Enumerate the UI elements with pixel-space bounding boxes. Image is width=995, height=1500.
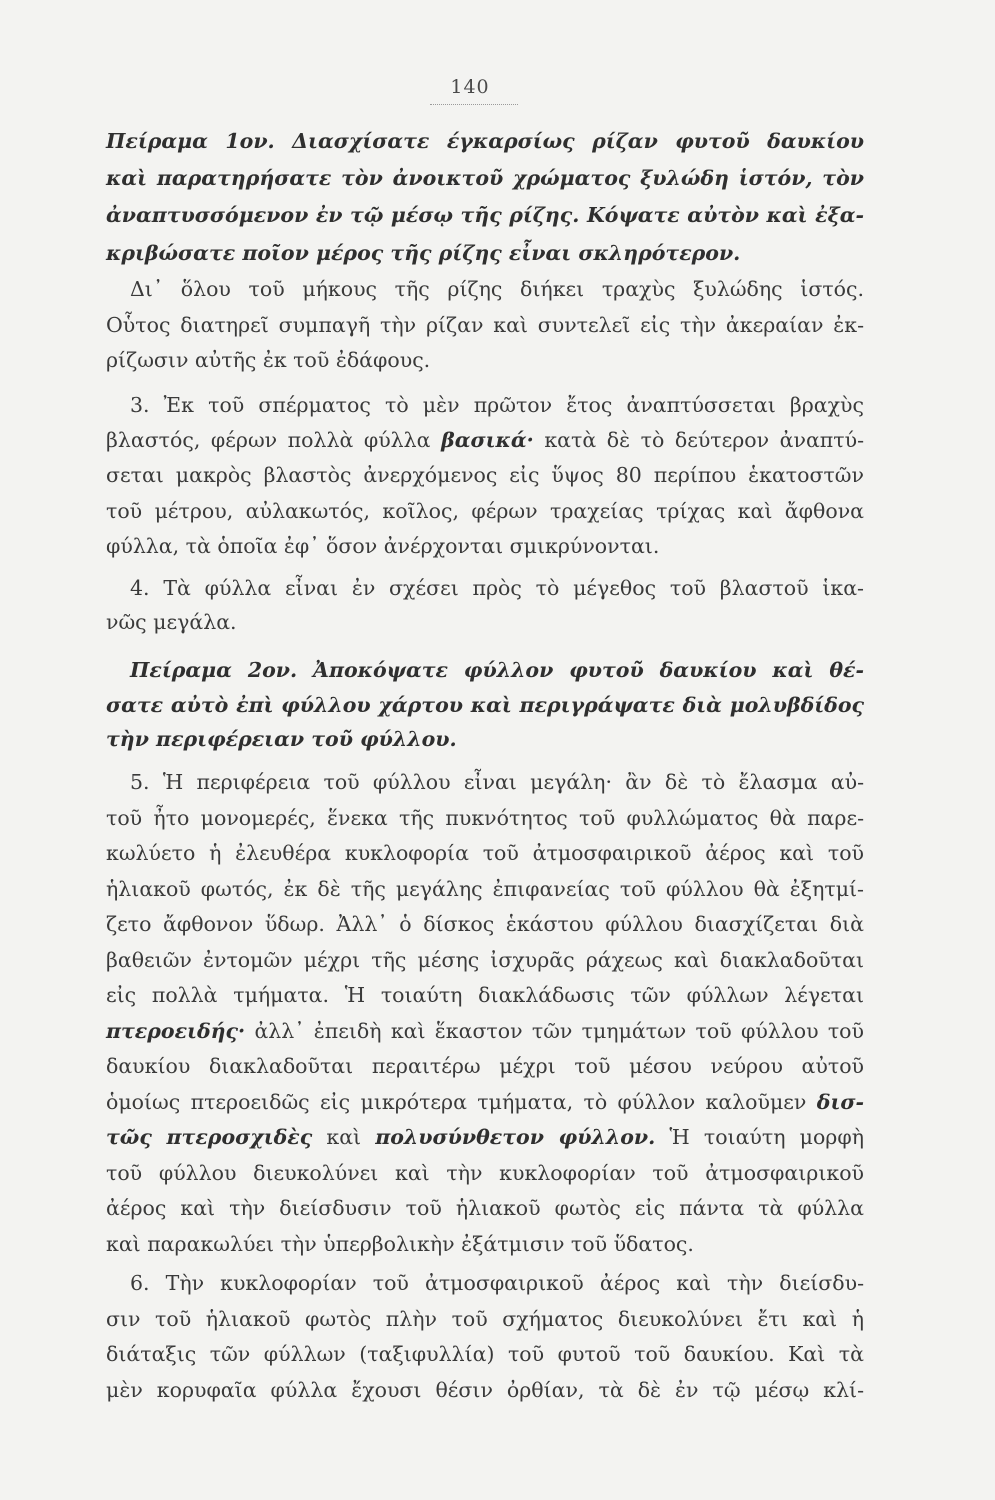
paragraph-5-line: εἰς πολλὰ τμήματα. Ἡ τοιαύτη διακλάδωσις τῶν φύλλων λέγεται: [106, 983, 864, 1007]
root-paragraph-line: ρίζωσιν αὐτῆς ἐκ τοῦ ἐδάφους.: [106, 348, 431, 372]
experiment2-line: τὴν περιφέρειαν τοῦ φύλλου.: [106, 727, 457, 751]
term-compound-leaf: πολυσύνθετον φύλλον.: [375, 1125, 656, 1149]
term-basal: βασικά·: [441, 428, 534, 452]
term-bipinnate-end: τῶς πτεροσχιδὲς: [106, 1125, 313, 1149]
paragraph-5-line: βαθειῶν ἐντομῶν μέχρι τῆς μέσης ἰσχυρᾶς ράχεως καὶ διακλαδοῦται: [106, 948, 864, 972]
paragraph-5-line: 5. Ἡ περιφέρεια τοῦ φύλλου εἶναι μεγάλη· ἂν δὲ τὸ ἔλασμα αὐ-: [130, 770, 864, 794]
paragraph-5-line: [106, 1016, 864, 1046]
paragraph-4-line: 4. Τὰ φύλλα εἶναι ἐν σχέσει πρὸς τὸ μέγεθος τοῦ βλαστοῦ ἱκα-: [130, 576, 864, 600]
paragraph-4-line: νῶς μεγάλα.: [106, 610, 237, 634]
root-paragraph-line: Δι᾽ ὅλου τοῦ μήκους τῆς ρίζης διήκει τραχὺς ξυλώδης ἱστός.: [130, 277, 864, 301]
page-number-rule: [430, 104, 518, 105]
experiment1-line: καὶ παρατηρήσατε τὸν ἀνοικτοῦ χρώματος ξυλώδη ἱστόν, τὸν: [106, 166, 864, 190]
experiment2-line: Πείραμα 2ον. Ἀποκόψατε φύλλον φυτοῦ δαυκίου καὶ θέ-: [130, 658, 864, 682]
paragraph-5-text: ἀλλ᾽ ἐπειδὴ καὶ ἕκαστον τῶν τμημάτων τοῦ φύλλου τοῦ: [254, 1019, 864, 1043]
paragraph-5-line: καὶ παρακωλύει τὴν ὑπερβολικὴν ἐξάτμισιν τοῦ ὕδατος.: [106, 1232, 694, 1256]
paragraph-6-line: 6. Τὴν κυκλοφορίαν τοῦ ἀτμοσφαιρικοῦ ἀέρος καὶ τὴν διείσδυ-: [130, 1271, 864, 1295]
term-pinnate: πτεροειδής·: [106, 1019, 246, 1043]
paragraph-6-line: σιν τοῦ ἡλιακοῦ φωτὸς πλὴν τοῦ σχήματος διευκολύνει ἔτι καὶ ἡ: [106, 1307, 864, 1331]
paragraph-3-text: βλαστός, φέρων πολλὰ φύλλα: [106, 428, 431, 452]
paragraph-3-line: τοῦ μέτρου, αὐλακωτός, κοῖλος, φέρων τραχείας τρίχας καὶ ἄφθονα: [106, 499, 864, 523]
paragraph-3-line: φύλλα, τὰ ὁποῖα ἐφ᾽ ὅσον ἀνέρχονται σμικρύνονται.: [106, 534, 660, 558]
paragraph-5-line: ζετο ἄφθονον ὕδωρ. Ἀλλ᾽ ὁ δίσκος ἑκάστου φύλλου διασχίζεται διὰ: [106, 912, 864, 936]
paragraph-5-text: καὶ: [326, 1125, 362, 1149]
paragraph-5-line: ἀέρος καὶ τὴν διείσδυσιν τοῦ ἡλιακοῦ φωτὸς εἰς πάντα τὰ φύλλα: [106, 1196, 864, 1220]
paragraph-5-line: ἡλιακοῦ φωτός, ἐκ δὲ τῆς μεγάλης ἐπιφανείας τοῦ φύλλου θὰ ἐξητμί-: [106, 877, 864, 901]
experiment1-line: Πείραμα 1ον. Διασχίσατε έγκαρσίως ρίζαν φυτοῦ δαυκίου: [106, 129, 864, 153]
paragraph-5-line: [106, 1087, 864, 1117]
experiment1-line: κριβώσατε ποῖον μέρος τῆς ρίζης εἶναι σκληρότερον.: [106, 241, 741, 265]
paragraph-5-line: τοῦ ἦτο μονομερές, ἕνεκα τῆς πυκνότητος τοῦ φυλλώματος θὰ παρε-: [106, 806, 864, 830]
root-paragraph-line: Οὗτος διατηρεῖ συμπαγῆ τὴν ρίζαν καὶ συντελεῖ εἰς τὴν ἀκεραίαν ἐκ-: [106, 313, 864, 337]
paragraph-3-text: κατὰ δὲ τὸ δεύτερον ἀναπτύ-: [544, 428, 865, 452]
paragraph-3-line: [106, 425, 864, 455]
experiment2-line: σατε αὐτὸ ἐπὶ φύλλου χάρτου καὶ περιγράψατε διὰ μολυβδίδος: [106, 693, 864, 717]
page-number: 140: [450, 76, 490, 98]
paragraph-5-line: κωλύετο ἡ ἐλευθέρα κυκλοφορία τοῦ ἀτμοσφαιρικοῦ ἀέρος καὶ τοῦ: [106, 841, 864, 865]
experiment1-line: ἀναπτυσσόμενον ἐν τῷ μέσῳ τῆς ρίζης. Κόψατε αὐτὸν καὶ ἐξα-: [106, 203, 864, 227]
paragraph-5-text: Ἡ τοιαύτη μορφὴ: [669, 1125, 864, 1149]
paragraph-3-line: σεται μακρὸς βλαστὸς ἀνερχόμενος εἰς ὕψος 80 περίπου ἑκατοστῶν: [106, 463, 864, 487]
term-bipinnate-start: δισ-: [816, 1090, 864, 1114]
paragraph-6-line: διάταξις τῶν φύλλων (ταξιφυλλία) τοῦ φυτοῦ τοῦ δαυκίου. Καὶ τὰ: [106, 1342, 864, 1366]
paragraph-5-text: ὁμοίως πτεροειδῶς εἰς μικρότερα τμήματα, τὸ φύλλον καλοῦμεν: [106, 1090, 807, 1114]
paragraph-5-line: [106, 1122, 864, 1152]
paragraph-5-line: τοῦ φύλλου διευκολύνει καὶ τὴν κυκλοφορίαν τοῦ ἀτμοσφαιρικοῦ: [106, 1161, 864, 1185]
paragraph-3-line: 3. Ἐκ τοῦ σπέρματος τὸ μὲν πρῶτον ἔτος ἀναπτύσσεται βραχὺς: [130, 393, 864, 417]
paragraph-5-line: δαυκίου διακλαδοῦται περαιτέρω μέχρι τοῦ μέσου νεύρου αὐτοῦ: [106, 1054, 864, 1078]
paragraph-6-line: μὲν κορυφαῖα φύλλα ἔχουσι θέσιν ὀρθίαν, τὰ δὲ ἐν τῷ μέσῳ κλί-: [106, 1378, 864, 1402]
